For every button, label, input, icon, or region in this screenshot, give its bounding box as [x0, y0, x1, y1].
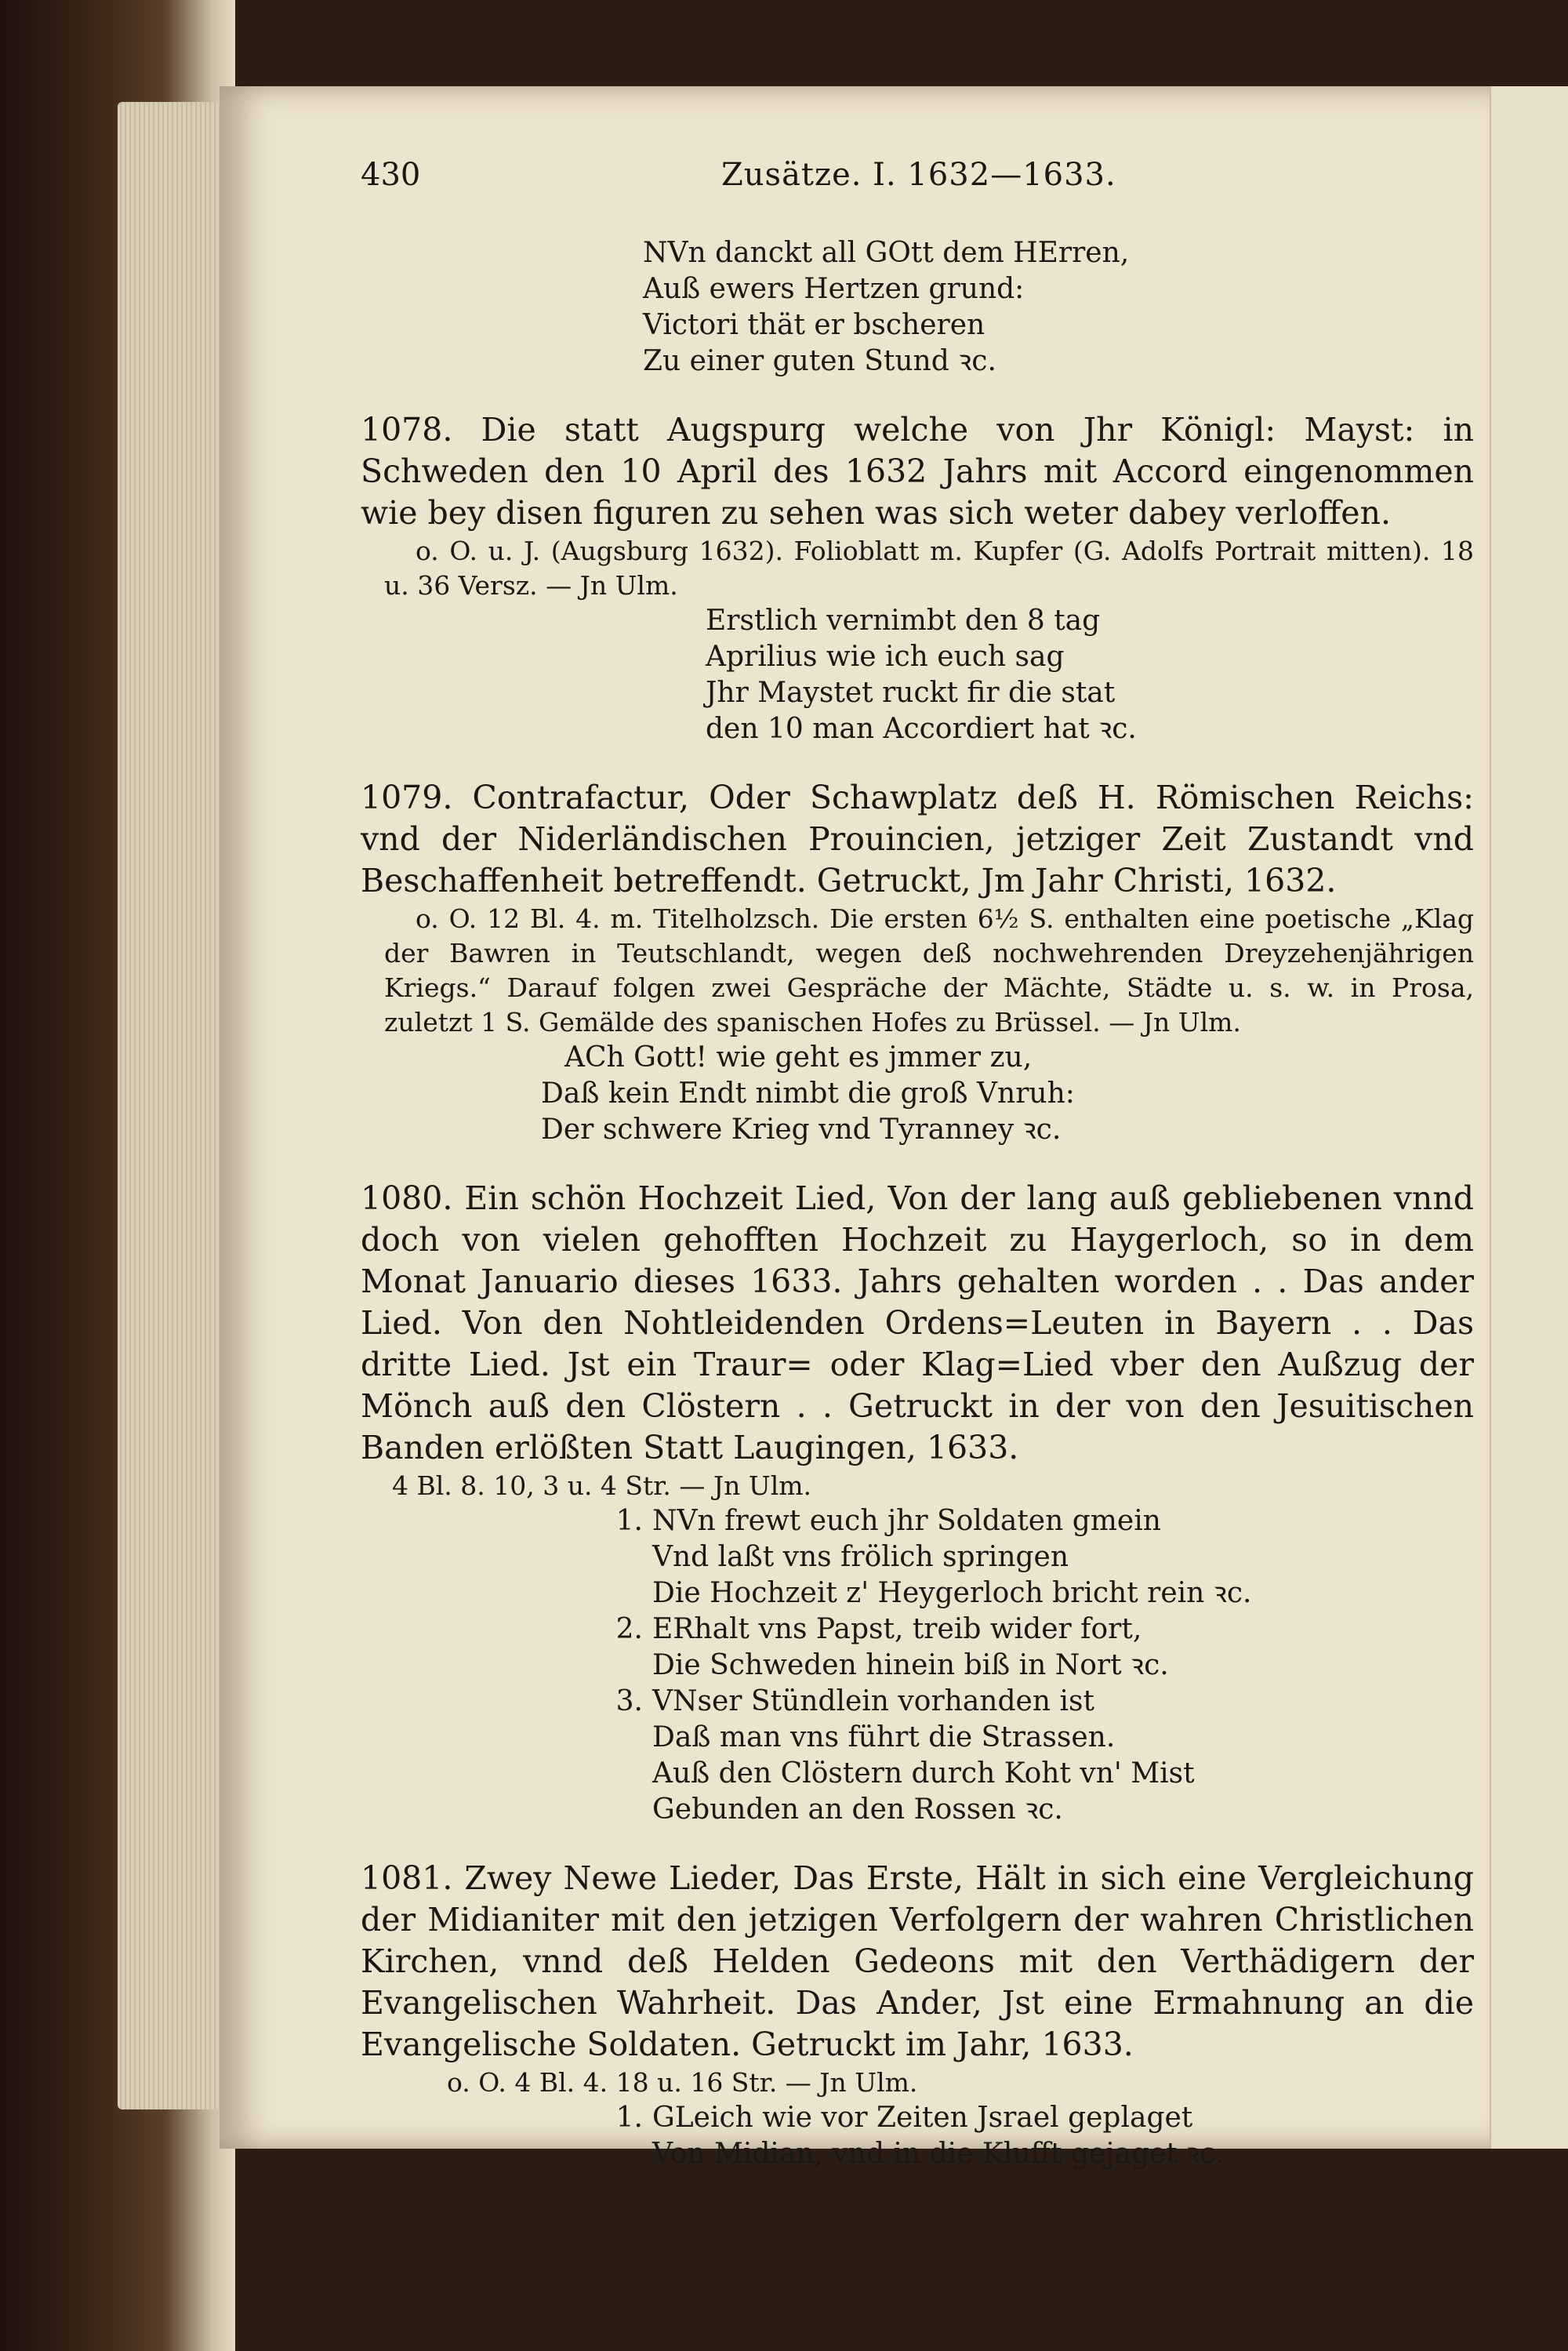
- entry-number: 1078.: [361, 411, 453, 449]
- entry-title: [361, 409, 1474, 534]
- verse-line: Daß kein Endt nimbt die groß Vnruh:: [541, 1077, 1075, 1110]
- entry-description: o. O. 4 Bl. 4. 18 u. 16 Str. — Jn Ulm.: [447, 2067, 918, 2098]
- entry-verse: [361, 1040, 1474, 1148]
- stanza-number: 3.: [615, 1685, 643, 1717]
- entry-title-text: Ein schön Hochzeit Lied, Von der lang auß gebliebenen vnnd doch von vielen gehofften Hochzeit zu Haygerloch, so in dem Monat Januario dieses 1633. Jahrs gehalten worden . . Das ander Lied. Von den Nohtleidenden Ordens=Leuten in Bayern . . Das dritte Lied. Jst ein Traur= oder Klag=Lied vber den Außzug der Mönch auß den Clöstern . . Getruckt in der von den Jesuitischen Banden erlößten Statt Laugingen, 1633.: [361, 1179, 1474, 1466]
- verse-stanza-1: [596, 1503, 1474, 1539]
- entry-1078: [361, 409, 1474, 747]
- verse-line: ERhalt vns Papst, treib wider fort,: [652, 1613, 1142, 1645]
- entry-description: 4 Bl. 8. 10, 3 u. 4 Str. — Jn Ulm.: [392, 1470, 812, 1501]
- verse-line: Gebunden an den Rossen ꝛc.: [652, 1793, 1063, 1826]
- verse-line: Auß den Clöstern durch Koht vn' Mist: [652, 1757, 1195, 1790]
- entry-title: [361, 1858, 1474, 2066]
- verse-line: Daß man vns führt die Strassen.: [652, 1721, 1116, 1753]
- entry-verse: [361, 603, 1474, 747]
- verse-line: VNser Stündlein vorhanden ist: [652, 1685, 1094, 1717]
- facing-page-edge: [1490, 86, 1568, 2149]
- verse-line: NVn frewt euch jhr Soldaten gmein: [652, 1505, 1161, 1537]
- page-leaves: [118, 102, 220, 2109]
- verse-line: GLeich wie vor Zeiten Jsrael geplaget: [652, 2102, 1193, 2134]
- intro-verse: [361, 235, 1474, 380]
- verse-line: Jhr Maystet ruckt fir die stat: [706, 677, 1116, 709]
- page-header: [361, 157, 1474, 204]
- entry-description: o. O. 12 Bl. 4. m. Titelholzsch. Die ersten 6½ S. enthalten eine poetische „Klag der Bawren in Teutschlandt, wegen deß nochwehrenden Dreyzehenjährigen Kriegs.“ Darauf folgen zwei Gespräche der Mächte, Städte u. s. w. in Prosa, zuletzt 1 S. Gemälde des spanischen Hofes zu Brüssel. — Jn Ulm.: [384, 903, 1474, 1037]
- entry-1080: [361, 1178, 1474, 1828]
- entry-title: [361, 777, 1474, 902]
- verse-line: NVn danckt all GOtt dem HErren,: [643, 237, 1130, 269]
- stanza-number: 2.: [615, 1613, 643, 1645]
- verse-line: Erstlich vernimbt den 8 tag: [706, 605, 1101, 637]
- running-head: Zusätze. I. 1632—1633.: [721, 157, 1116, 193]
- numbered-verse: [361, 2100, 1474, 2172]
- page-number: 430: [361, 157, 421, 193]
- verse-line: Victori thät er bscheren: [643, 309, 985, 341]
- verse-stanza-2: [596, 1612, 1474, 1648]
- entry-description: o. O. u. J. (Augsburg 1632). Folioblatt m. Kupfer (G. Adolfs Portrait mitten). 18 u. 36 Versz. — Jn Ulm.: [384, 536, 1474, 601]
- verse-line: Der schwere Krieg vnd Tyranney ꝛc.: [541, 1114, 1062, 1146]
- verse-stanza-3: [596, 1684, 1474, 1720]
- entry-title-text: Die statt Augspurg welche von Jhr Königl: Mayst: in Schweden den 10 April des 1632 Jahrs mit Accord eingenommen wie bey disen figuren zu sehen was sich weter dabey verloffen.: [361, 411, 1474, 532]
- verse-line: Die Schweden hinein biß in Nort ꝛc.: [652, 1649, 1169, 1681]
- verse-line: den 10 man Accordiert hat ꝛc.: [706, 713, 1137, 745]
- entry-1079: [361, 777, 1474, 1148]
- entry-number: 1081.: [361, 1859, 453, 1897]
- entry-1081: [361, 1858, 1474, 2172]
- verse-line: Die Hochzeit z' Heygerloch bricht rein ꝛc.: [652, 1577, 1252, 1609]
- entry-number: 1080.: [361, 1179, 453, 1217]
- entry-title-text: Contrafactur, Oder Schawplatz deß H. Römischen Reichs: vnd der Niderländischen Prouincien, jetziger Zeit Zustandt vnd Beschaffenheit betreffendt. Getruckt, Jm Jahr Christi, 1632.: [361, 779, 1474, 899]
- page-content: [361, 235, 1474, 2172]
- verse-line: Von Midian, vnd in die Klufft gejaget ꝛc.: [652, 2138, 1225, 2170]
- verse-stanza-1: [596, 2100, 1474, 2136]
- verse-line: Vnd laßt vns frölich springen: [652, 1541, 1069, 1573]
- verse-line: Zu einer guten Stund ꝛc.: [643, 345, 996, 377]
- entry-title-text: Zwey Newe Lieder, Das Erste, Hält in sich eine Vergleichung der Midianiter mit den jetzigen Verfolgern der wahren Christlichen Kirchen, vnnd deß Helden Gedeons mit den Verthädigern der Evangelischen Wahrheit. Das Ander, Jst eine Ermahnung an die Evangelische Soldaten. Getruckt im Jahr, 1633.: [361, 1859, 1474, 2063]
- entry-number: 1079.: [361, 779, 453, 816]
- verse-line: Aprilius wie ich euch sag: [706, 641, 1065, 673]
- entry-title: [361, 1178, 1474, 1469]
- verse-line: ACh Gott! wie geht es jmmer zu,: [564, 1041, 1033, 1074]
- stanza-number: 1.: [615, 2102, 643, 2134]
- numbered-verse: [361, 1503, 1474, 1828]
- stanza-number: 1.: [615, 1505, 643, 1537]
- verse-line: Auß ewers Hertzen grund:: [643, 273, 1025, 305]
